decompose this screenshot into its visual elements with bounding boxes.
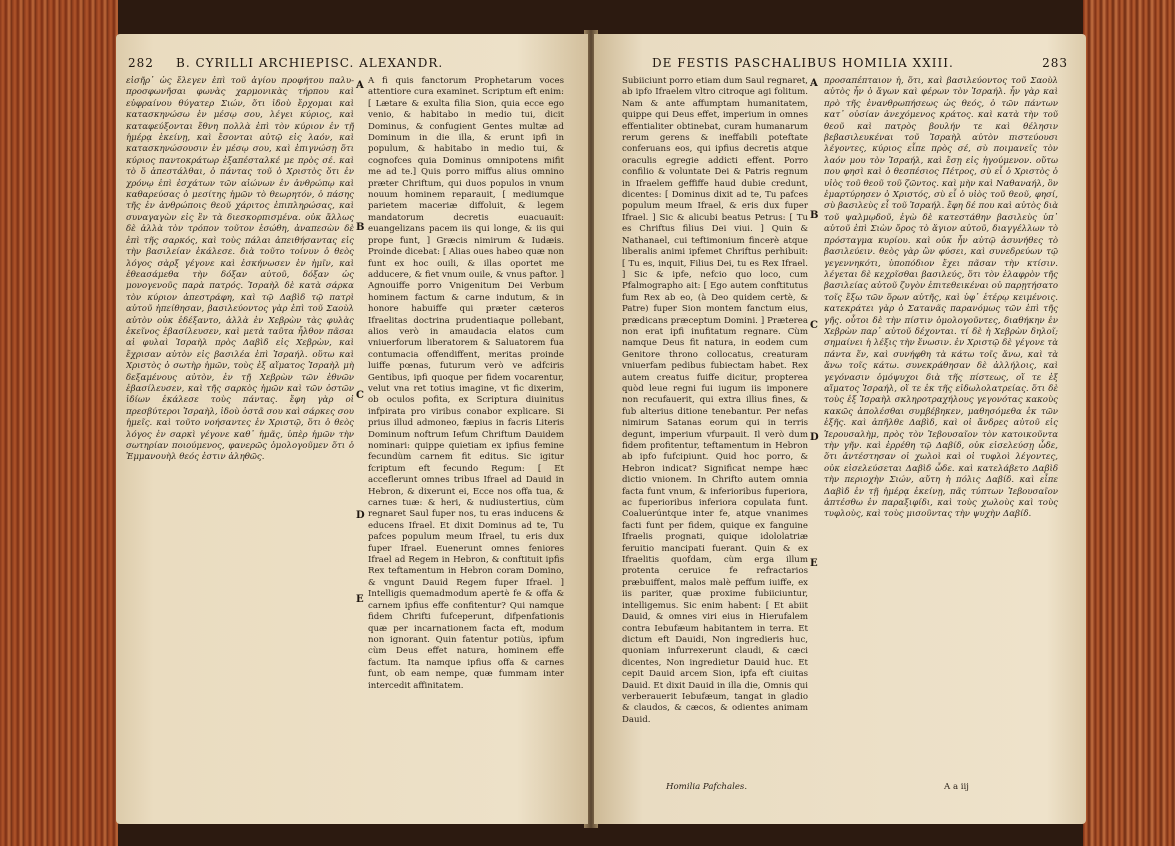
right-greek-column <box>824 76 1058 806</box>
left-greek-text: εἰσῆρ᾽ ὡς ἔλεγεν ἐπὶ τοῦ ἁγίου προφήτου παλυ- προσφωνῆσαι φωνὰς χαρμονικὰς τήρπου καὶ εὐφραίνου θύγατερ Σιών, ὅτι ἰδοὺ ἔρχομαι καὶ κατασκηνώσω ἐν μέσῳ σου, λέγει κύριος, καὶ καταφεύξονται ἔθνη πολλὰ ἐπὶ τὸν κύριον ἐν τῇ ἡμέρᾳ ἐκείνῃ, καὶ ἔσονται αὐτῷ εἰς λαόν, καὶ κατασκηνώσουσιν ἐν μέσῳ σου, καὶ ἐπιγνώσῃ ὅτι κύριος παντοκράτωρ ἐξαπέσταλκέ με πρὸς σέ. καὶ τὸ ὅ ἀπεστάλθαι, ὁ πάντας τοῦ ὁ Χριστὸς ὅτι ἐν χρόνῳ ἐπὶ ἐσχάτων τῶν αἰώνων ἐν ἀνθρώπῳ καὶ καθαρεύσας ὁ μεσίτης ἡμῶν τὸ θεωρητόν, ὁ πάσης τῆς ἐν ἀνθρώποις θεοῦ χάριτος ἐπιπληρώσας, καὶ συναγαγὼν εἰς ἓν τὰ διεσκορπισμένα. οὐκ ἄλλως δὲ ἀλλὰ τὸν τρόπον τοῦτον ἐσώθη, ἀναπεσὼν δὲ ἐπὶ τῆς σαρκός, καὶ τοὺς πάλαι ἀπειθήσαντας εἰς τὴν βασιλείαν ἐκάλεσε. διὰ τοῦτο τοίνυν ὁ θεὸς λόγος σὰρξ γέγονε καὶ ἐσκήνωσεν ἐν ἡμῖν, καὶ ἐθεασάμεθα τὴν δόξαν αὐτοῦ, δόξαν ὡς μονογενοῦς παρὰ πατρός. Ἰσραὴλ δὲ κατὰ σάρκα τὸν κύριον ἀπεστράφη, καὶ τῷ Δαβὶδ τῷ πατρὶ αὐτοῦ ἠπείθησαν, βασιλεύοντος γὰρ ἐπὶ τοῦ Σαοὺλ αὐτὸν οὐκ ἐδέξαντο, ἀλλὰ ἐν Χεβρὼν τὰς φυλὰς ἐκεῖνος ἐβασίλευσεν, καὶ μετὰ ταῦτα ἦλθον πᾶσαι αἱ φυλαὶ Ἰσραὴλ πρὸς Δαβὶδ εἰς Χεβρὼν, καὶ ἔχρισαν αὐτὸν εἰς βασιλέα ἐπὶ Ἰσραήλ. οὕτω καὶ Χριστὸς ὁ σωτὴρ ἡμῶν, τοὺς ἐξ αἵματος Ἰσραὴλ μὴ δεξαμένους αὐτὸν, ἐν τῇ Χεβρὼν τῶν ἐθνῶν ἐβασίλευσεν, καὶ τῆς σαρκὸς ἡμῶν καὶ τῶν ὀστῶν ἰδίων ἐκάλεσε τοὺς πάντας. ἔφη γὰρ οἱ πρεσβύτεροι Ἰσραὴλ, ἰδοὺ ὀστᾶ σου καὶ σάρκες σου ἡμεῖς. καὶ τοῦτο νοήσαντες ἐν Χριστῷ, ὅτι ὁ θεὸς λόγος ἐν σαρκὶ γέγονε καθ᾽ ἡμᾶς, ὑπὲρ ἡμῶν τὴν σωτηρίαν ποιούμενος, φανερῶς ὁμολογοῦμεν ὅτι ὁ Ἐμμανουὴλ θεός ἐστιν ἀληθῶς. <box>126 76 354 463</box>
left-marker-e: E <box>356 594 364 605</box>
right-running-title: DE FESTIS PASCHALIBUS HOMILIA XXIII. <box>652 56 954 70</box>
right-page <box>594 34 1086 824</box>
left-marker-a: A <box>356 80 364 91</box>
right-footer-title: Homilia Pafchales. <box>666 782 748 792</box>
right-marker-a: A <box>810 78 818 89</box>
right-latin-column <box>622 76 808 776</box>
left-running-title: B. CYRILLI ARCHIEPISC. ALEXANDR. <box>176 56 444 70</box>
right-marker-d: D <box>810 432 819 443</box>
right-signature-mark: A a iij <box>944 782 969 792</box>
left-page <box>116 34 588 824</box>
left-marker-c: C <box>356 390 364 401</box>
book-edge-right <box>1083 0 1175 846</box>
left-greek-column <box>126 76 354 816</box>
right-greek-text: προσαπέπταιον ἦ, ὅτι, καὶ βασιλεύοντος τοῦ Σαοὺλ αὐτὸς ἦν ὁ ἄγων καὶ φέρων τὸν Ἰσραήλ. ἦν γὰρ καὶ πρὸ τῆς ἐνανθρωπήσεως ὡς θεός, ὁ τῶν πάντων κατ᾽ οὐσίαν ἀνεχόμενος κράτος. καὶ κατὰ τὴν τοῦ θεοῦ καὶ πατρὸς βουλήν τε καὶ θέλησιν βεβασιλευκέναι τοῦ Ἰσραὴλ αὐτὸν πιστεύουσι λέγοντες, κύριος εἶπε πρὸς σέ, σὺ ποιμανεῖς τὸν λαόν μου τὸν Ἰσραήλ, καὶ ἔσῃ εἰς ἡγούμενον. οὕτω που φησὶ καὶ ὁ θεσπέσιος Πέτρος, σὺ εἶ ὁ Χριστὸς ὁ υἱὸς τοῦ θεοῦ τοῦ ζῶντος. καὶ μὴν καὶ Ναθαναήλ, ὃν ἐμαρτύρησεν ὁ Χριστός, σὺ εἶ ὁ υἱὸς τοῦ θεοῦ, φησί, σὺ βασιλεὺς εἶ τοῦ Ἰσραήλ. ἔφη δέ που καὶ αὐτὸς διὰ τοῦ ψαλμῳδοῦ, ἐγὼ δὲ κατεστάθην βασιλεὺς ὑπ᾽ αὐτοῦ ἐπὶ Σιὼν ὄρος τὸ ἅγιον αὐτοῦ, διαγγέλλων τὸ πρόσταγμα κυρίου. καὶ οὐκ ἦν αὐτῷ ἀσυνήθες τὸ βασιλεύειν. θεὸς γὰρ ὢν φύσει, καὶ συνεδρεύων τῷ γεγεννηκότι, ὑποπόδιον ἔχει πᾶσαν τὴν κτίσιν. λέγεται δὲ κεχρῖσθαι βασιλεύς, ὅτι τὸν ἐλαφρὸν τῆς βασιλείας αὐτοῦ ζυγὸν ἐπιτεθεικέναι οὐ παρῃτήσατο τοῖς ἔξω τῶν ὅρων αὐτῆς, καὶ ὑφ᾽ ἑτέρῳ κειμένοις. κατεκράτει γὰρ ὁ Σατανᾶς παρανόμως τῶν ἐπὶ τῆς γῆς. οὗτοι δὲ τὴν πίστιν ὁμολογοῦντες, διαθήκην ἐν Χεβρὼν παρ᾽ αὐτοῦ δέχονται. τί δὲ ἡ Χεβρὼν δηλοῖ; σημαίνει ἡ λέξις τὴν ἕνωσιν. ἐν Χριστῷ δὲ γέγονε τὰ πάντα ἕν, καὶ συνήφθη τὰ κάτω τοῖς ἄνω, καὶ τὰ ἄνω τοῖς κάτω. συνεκράθησαν δὲ ἀλλήλοις, καὶ γεγόνασιν ὁμόψυχοι διὰ τῆς πίστεως, οἵ τε ἐξ αἵματος Ἰσραήλ, οἵ τε ἐκ τῆς εἰδωλολατρείας. ὅτι δὲ τοὺς ἐξ Ἰσραὴλ σκληροτραχήλους γεγονότας κακοὺς κακῶς ἀπολέσθαι συμβέβηκεν, μαθησόμεθα ἐκ τῶν ἑξῆς. καὶ ἀπῆλθε Δαβὶδ, καὶ οἱ ἄνδρες αὐτοῦ εἰς Ἱερουσαλὴμ, πρὸς τὸν Ἰεβουσαῖον τὸν κατοικοῦντα τὴν γῆν. καὶ ἐρρέθη τῷ Δαβίδ, οὐκ εἰσελεύσῃ ὧδε, ὅτι ἀντέστησαν οἱ χωλοὶ καὶ οἱ τυφλοὶ λέγοντες, οὐκ εἰσελεύσεται Δαβὶδ ὧδε. καὶ κατελάβετο Δαβὶδ τὴν περιοχὴν Σιών, αὕτη ἡ πόλις Δαβίδ. καὶ εἶπε Δαβὶδ ἐν τῇ ἡμέρᾳ ἐκείνῃ, πᾶς τύπτων Ἰεβουσαῖον ἁπτέσθω ἐν παραξιφίδι, καὶ τοὺς χωλοὺς καὶ τοὺς τυφλοὺς, καὶ τοὺς μισοῦντας τὴν ψυχὴν Δαβίδ. <box>824 76 1058 520</box>
left-marker-b: B <box>356 222 365 233</box>
left-latin-text: A fi quis fanctorum Prophetarum voces attentiore cura examinet. Scriptum eft enim: [ Lætare & exulta filia Sion, quia ecce ego venio, & habitabo in medio tui, dicit Dominus, & confugient Gentes multæ ad Dominum in die illa, & erunt ipfi in populum, & habitabo in medio tui, & cognofces quia Dominus omnipotens mifit me ad te.] Quis porro miffus alius omnino præter Chriftum, qui duos populos in vnum nouum hominem reparauit, [ mediumque parietem maceriæ diffoluit, & legem mandatorum decretis euacuauit: euangelizans pacem iis qui longe, & iis qui prope funt, ] Græcis nimirum & Iudæis. Proinde dicebat: [ Alias oues habeo quæ non funt ex hoc ouili, & illas oportet me adducere, & fiet vnum ouile, & vnus paftor. ] Agnouiffe porro Vnigenitum Dei Verbum hominem factum & carne indutum, & in honore habuiffe qui præter cæteros Ifraelitas doctrina prudentiaque pollebant, alios verò in amaudacia elatos cum vniuerforum liberatorem & Saluatorem fua contumacia offendiffent, meritas proinde luiffe pœnas, futurum verò ve adfciris Gentibus, ipfi quoque per fidem vocarentur, velut vna ret totius imagine, vt fic dixerim, ob oculos pofita, ex Scriptura diuinitus infpirata pro viribus conabor explicare. Si prius illud admoneo, fæpius in facris Literis Dominum noftrum Iefum Chriftum Dauidem nominari: quippe quietiam ex ipfius femine fecundùm carnem fit editus. Sic igitur fcriptum eft fecundo Regum: [ Et acceflerunt omnes tribus Ifrael ad Dauid in Hebron, & dixerunt ei, Ecce nos offa tua, & carnes tuæ: & heri, & nudiustertius, cùm regnaret Saul fuper nos, tu eras inducens & educens Ifrael. Et dixit Dominus ad te, Tu pafces populum meum Ifrael, tu eris dux fuper Ifrael. Euenerunt omnes feniores Ifrael ad Regem in Hebron, & conftituit ipfis Rex teftamentum in Hebron coram Domino, & vngunt Dauid Regem fuper Ifrael. ] Intelligis quemadmodum apertè fe & offa & carnem ipfius effe confitentur? Qui namque fidem Chrifti fufceperunt, difpenfationis quæ per incarnationem facta eft, modum non ignorant. Quin fatentur potiùs, ipfum cùm Deus effet natura, hominem effe factum. Ita namque ipfius offa & carnes funt, ob eam nempe, quæ fummam inter intercedit affinitatem. <box>368 76 564 691</box>
left-page-number: 282 <box>128 56 154 70</box>
right-page-number: 283 <box>1042 56 1068 70</box>
right-marker-b: B <box>810 210 819 221</box>
right-marker-c: C <box>810 320 818 331</box>
right-latin-text: Subiiciunt porro etiam dum Saul regnaret, ab ipfo Ifraelem vltro citroque agi folitum. Nam & ante affumptam humanitatem, quippe qui Deus effet, imperium in omnes effentialiter obtinebat, curam humanarum rerum gerens & ineffabili poteftate conferuans eos, qui ipfius decretis atque oraculis egregie addicti effent. Porro confilio & voluntate Dei & Patris regnum in Ifraelem geffiffe haud dubie credunt, dicentes: [ Dominus dixit ad te, Tu pafces populum meum Ifrael, & eris dux fuper Ifrael. ] Sic & alicubi beatus Petrus: [ Tu es Chriftus filius Dei viui. ] Quin & Nathanael, cui teftimonium fincerè atque liberalis animi ipfemet Chriftus perhibuit: [ Tu es, inquit, Filius Dei, tu es Rex Ifrael. ] Sic & ipfe, nefcio quo loco, cum Pfalmographo ait: [ Ego autem conftitutus fum Rex ab eo, (à Deo quidem certè, & Patre) fuper Sion montem fanctum eius, prædicans præceptum Domini. ] Præterea non erat ipfi inufitatum regnare. Cùm namque Deus fit natura, in eodem cum Genitore throno collocatus, creaturam vniuerfam pedibus fubiectam habet. Rex autem creatus fuiffe dicitur, propterea quòd leue regni fui iugum iis imponere non recufauerit, qui extra illius fines, & fub alterius ditione tenebantur. Per nefas nimirum Satanas eorum qui in terris degunt, imperium vfurpauit. Il verò dum fidem profitentur, teftamentum in Hebron ab ipfo fufcipiunt. Quid hoc porro, & Hebron indicat? Significat nempe hæc dictio vnionem. In Chrifto autem omnia facta funt vnum, & inferioribus fuperiora, ac fuperioribus inferiora copulata funt. Coaluerúntque inter fe, atque vnanimes facti funt per fidem, quique ex fanguine Ifraelis prognati, quique idololatriæ feruitio mancipati fuerant. Quin & ex Ifraelitis quofdam, cùm erga illum protenta ceruice fe refractarios præbuiffent, malos malè peffum iuiffe, ex iis pariter, quæ proxime fubiiciuntur, intelligemus. Sic enim habent: [ Et abiit Dauid, & omnes viri eius in Hierufalem contra Iebufæum habitantem in terra. Et dictum eft Dauidi, Non ingredieris huc, quoniam infurrexerunt claudi, & cæci dicentes, Non ingredietur Dauid huc. Et cepit Dauid arcem Sion, ipfa eft ciuitas Dauid. Et dixit Dauid in illa die, Omnis qui verberauerit Iebufæum, tangat in gladio & claudos, & cæcos, & odientes animam Dauid. <box>622 76 808 725</box>
book-edge-left <box>0 0 118 846</box>
left-marker-d: D <box>356 510 365 521</box>
left-latin-column <box>368 76 564 816</box>
right-marker-e: E <box>810 558 818 569</box>
